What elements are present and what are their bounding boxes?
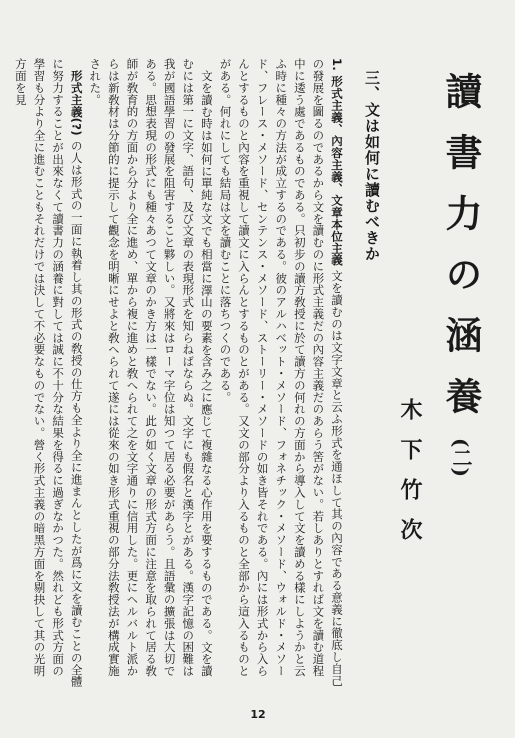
author-name: 木下竹次 <box>397 398 423 558</box>
body-text <box>13 58 346 688</box>
paragraph-3 <box>11 58 85 688</box>
paragraph-2 <box>86 58 216 688</box>
paragraph-3-heading: 形式主義(?) <box>69 69 84 136</box>
page-number: 12 <box>250 708 266 721</box>
paragraph-1-text: 文を讀むのは文字文章と云ふ形式を通ほして其の內容である意義に徹底し自己の發展を圖るのであるから文を讀むのに形式主義だの內容主義だのあらう筈がない。若しありとすれば文を讀む道程中に逶う處であるものである。只初步の讀方敎授に於て讀方の何れの方面から導入して文を讀める樣にしようかと云ふ時に種々の方法が成立するのである。彼のアルハベット・メソード、フォネチック・メソード、ウォルド・メソード、フレース・メソード、センテンス・メソード、ストーリー・メソードの如き皆それである。內には形式から入らんとするものと內容を重視して讀文に入らんとするものとがある。又文の部分より入るものと全部から這入るものとがある。何れにしても結局は文を讀むことに落ちつくのである。 <box>218 58 344 687</box>
article-title <box>436 72 486 477</box>
section-heading: 三、文は如何に讀むべきか <box>363 70 381 262</box>
article-title-text: 讀書力の涵養 <box>439 72 483 438</box>
paragraph-3-text: の人は形式の一面に執着し其の形式の敎授の仕方も全より全に進まんとしたが爲に文を讀むことの全體に努力することが出來なくて讀書力の涵養に對しては誠に不十分な結果を得るに過ぎなかつた。然れども形式方面の學習も分より全に進むこともそれだけでは決して不必要なものでない。營く形式主義の暗黑方面を剔抉して其の光明方面を見 <box>13 58 84 687</box>
paragraph-2-text: 文を讀む時は如何に單純な文でも相當に澤山の要素を含み之に應じて複雜なる心作用を要するものである。文を讀むには第一に文字、語句、及び文章の表現形式を知らねばならぬ。文字にも假名と漢字とがある。漢字記憶の困難は我が國語學習の發展を阻害すること夥しい。又將來はローマ字位は知つて居る必要があらう。且語彙の擴張は大切である。思想表現の形式にも種々あつて文章のかき方は一樣でない。此の如く文章の形式方面に注意を取られて居る敎師が敎育的の方面から分より全に進め、單から複に進めと敎へられて之を文字通りに信用した。更にヘルバルト派からは新敎材は分節的に提示して觀念を明晰にせよと敎へられて遂には從來の如き形式重視の部分法敎授法が構成實施された。 <box>88 58 214 677</box>
paragraph-1-heading: 1. 形式主義、內容主義、文章本位主義 <box>330 58 344 266</box>
article-title-suffix: (二) <box>449 438 473 477</box>
paragraph-1 <box>216 58 346 688</box>
